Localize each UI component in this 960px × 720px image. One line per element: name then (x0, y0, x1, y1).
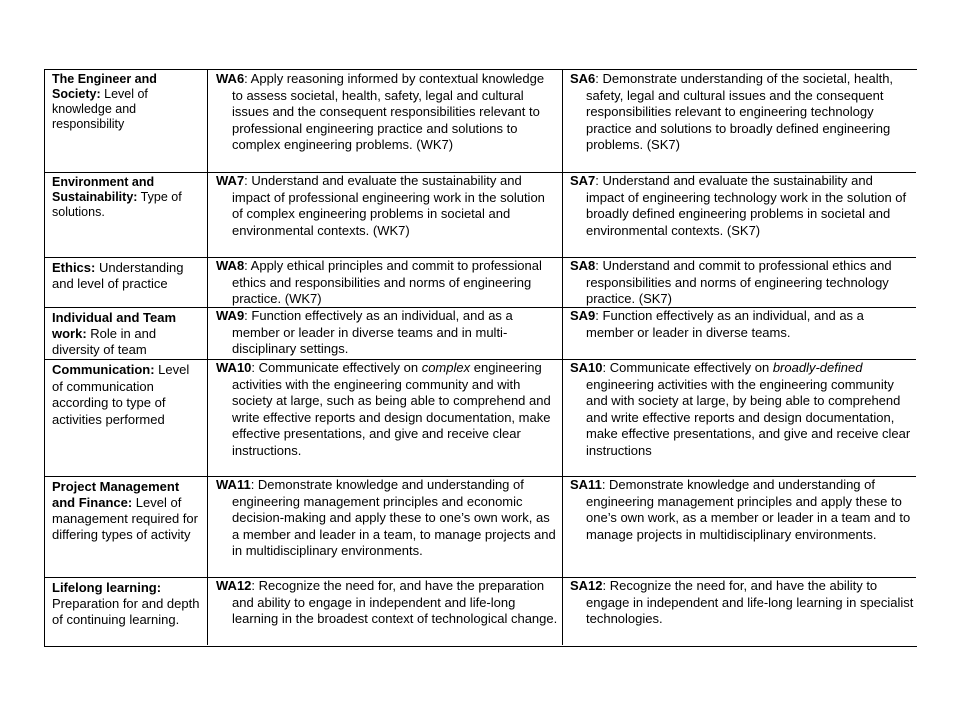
sa-code: SA10 (570, 360, 603, 375)
sa-code: SA9 (570, 308, 596, 323)
sa-code: SA8 (570, 258, 596, 273)
column-divider (562, 69, 563, 645)
row-heading (52, 309, 202, 358)
wa-cell (216, 360, 558, 475)
row-heading (52, 174, 202, 256)
row-heading-bold: Environment and Sustainability: (52, 175, 155, 204)
wa-code: WA11 (216, 477, 251, 492)
sa-text-emphasis: broadly-defined (772, 360, 863, 375)
wa-cell (216, 173, 558, 256)
row-heading-text: Type of solutions. (52, 190, 182, 219)
sa-cell (570, 477, 914, 576)
sa-cell (570, 360, 914, 475)
row-heading-text: Role in and diversity of team (52, 326, 157, 357)
wa-cell (216, 71, 558, 171)
wa-text: : Understand and evaluate the sustainability and impact of professional engineering work in the solution of complex engineering problems in societal and environmental contexts. (WK7) (232, 173, 545, 238)
row-heading (52, 361, 202, 475)
row-heading-bold: Ethics: (52, 260, 96, 275)
wa-cell (216, 477, 558, 576)
sa-text-pre: : Communicate effectively on (602, 360, 773, 375)
row-heading-text: Level of management required for differing types of activity (52, 495, 198, 542)
sa-text: : Understand and evaluate the sustainability and impact of engineering technology work in the solution of broadly defined engineering problems in societal and environmental contexts. (SK7) (586, 173, 907, 238)
row-heading-bold: The Engineer and Society: (52, 72, 157, 101)
row-heading-text: Preparation for and depth of continuing learning. (52, 596, 200, 627)
sa-cell (570, 71, 914, 171)
row-heading-text: Level of communication according to type of activities performed (52, 362, 190, 427)
wa-cell (216, 258, 558, 306)
sa-cell (570, 308, 914, 358)
wa-text-emphasis: complex (421, 360, 471, 375)
wa-code: WA7 (216, 173, 245, 188)
sa-text: : Understand and commit to professional ethics and responsibilities and norms of engineering technology practice. (SK7) (586, 258, 892, 306)
row-heading-bold: Communication: (52, 362, 155, 377)
wa-code: WA10 (216, 360, 252, 375)
row-heading-text: Understanding and level of practice (52, 260, 184, 291)
wa-code: WA12 (216, 578, 252, 593)
wa-text-pre: : Communicate effectively on (251, 360, 422, 375)
row-heading-bold: Individual and Team work: (52, 310, 177, 341)
wa-text: : Recognize the need for, and have the preparation and ability to engage in independent and life-long learning in the broadest context of technological change. (232, 578, 558, 626)
row-heading-text: Level of knowledge and responsibility (52, 87, 148, 131)
row-heading (52, 71, 202, 171)
row-heading-bold: Project Management and Finance: (52, 479, 180, 510)
sa-cell (570, 578, 914, 644)
wa-cell (216, 308, 558, 358)
sa-text: : Demonstrate understanding of the societal, health, safety, legal and cultural issues and the consequent responsibilities relevant to engineering technology practice and solutions to broadly defined engineering problems. (SK7) (586, 71, 894, 152)
sa-code: SA12 (570, 578, 603, 593)
row-heading (52, 478, 202, 576)
column-divider (207, 69, 208, 645)
sa-code: SA6 (570, 71, 596, 86)
wa-code: WA6 (216, 71, 245, 86)
sa-text: : Recognize the need for, and have the ability to engage in independent and life-long learning in specialist technologies. (586, 578, 914, 626)
wa-text: : Apply ethical principles and commit to professional ethics and responsibilities and norms of engineering practice. (WK7) (232, 258, 542, 306)
row-heading (52, 579, 202, 644)
row-heading (52, 259, 202, 306)
wa-text: : Demonstrate knowledge and understanding of engineering management principles and economic decision-making and apply these to one’s own work, as a member and leader in a team, to manage projects and in multidisciplinary environments. (232, 477, 556, 558)
sa-code: SA11 (570, 477, 602, 492)
sa-cell (570, 258, 914, 306)
wa-code: WA8 (216, 258, 245, 273)
wa-text-post: engineering activities with the engineering community and with society at large, such as being able to comprehend and write effective reports and design documentation, make effective presentations, and give and receive clear instructions. (232, 360, 551, 458)
wa-code: WA9 (216, 308, 245, 323)
sa-text: : Function effectively as an individual, and as a member or leader in diverse teams. (586, 308, 864, 340)
wa-cell (216, 578, 558, 644)
sa-code: SA7 (570, 173, 596, 188)
wa-text: : Apply reasoning informed by contextual knowledge to assess societal, health, safety, legal and cultural issues and the consequent responsibilities relevant to professional engineering practice and solutions to complex engineering problems. (WK7) (232, 71, 545, 152)
wa-text: : Function effectively as an individual, and as a member or leader in diverse teams and in multi-disciplinary settings. (232, 308, 513, 356)
sa-cell (570, 173, 914, 256)
row-heading-bold: Lifelong learning: (52, 580, 162, 595)
sa-text-post: engineering activities with the engineering community and with society at large, by being able to comprehend and write effective reports and design documentation, make effective presentations, and give and receive clear instructions (586, 376, 911, 458)
sa-text: : Demonstrate knowledge and understanding of engineering management principles and apply these to one’s own work, as a member or leader in a team and to manage projects in multidisciplinary environments. (586, 477, 911, 542)
